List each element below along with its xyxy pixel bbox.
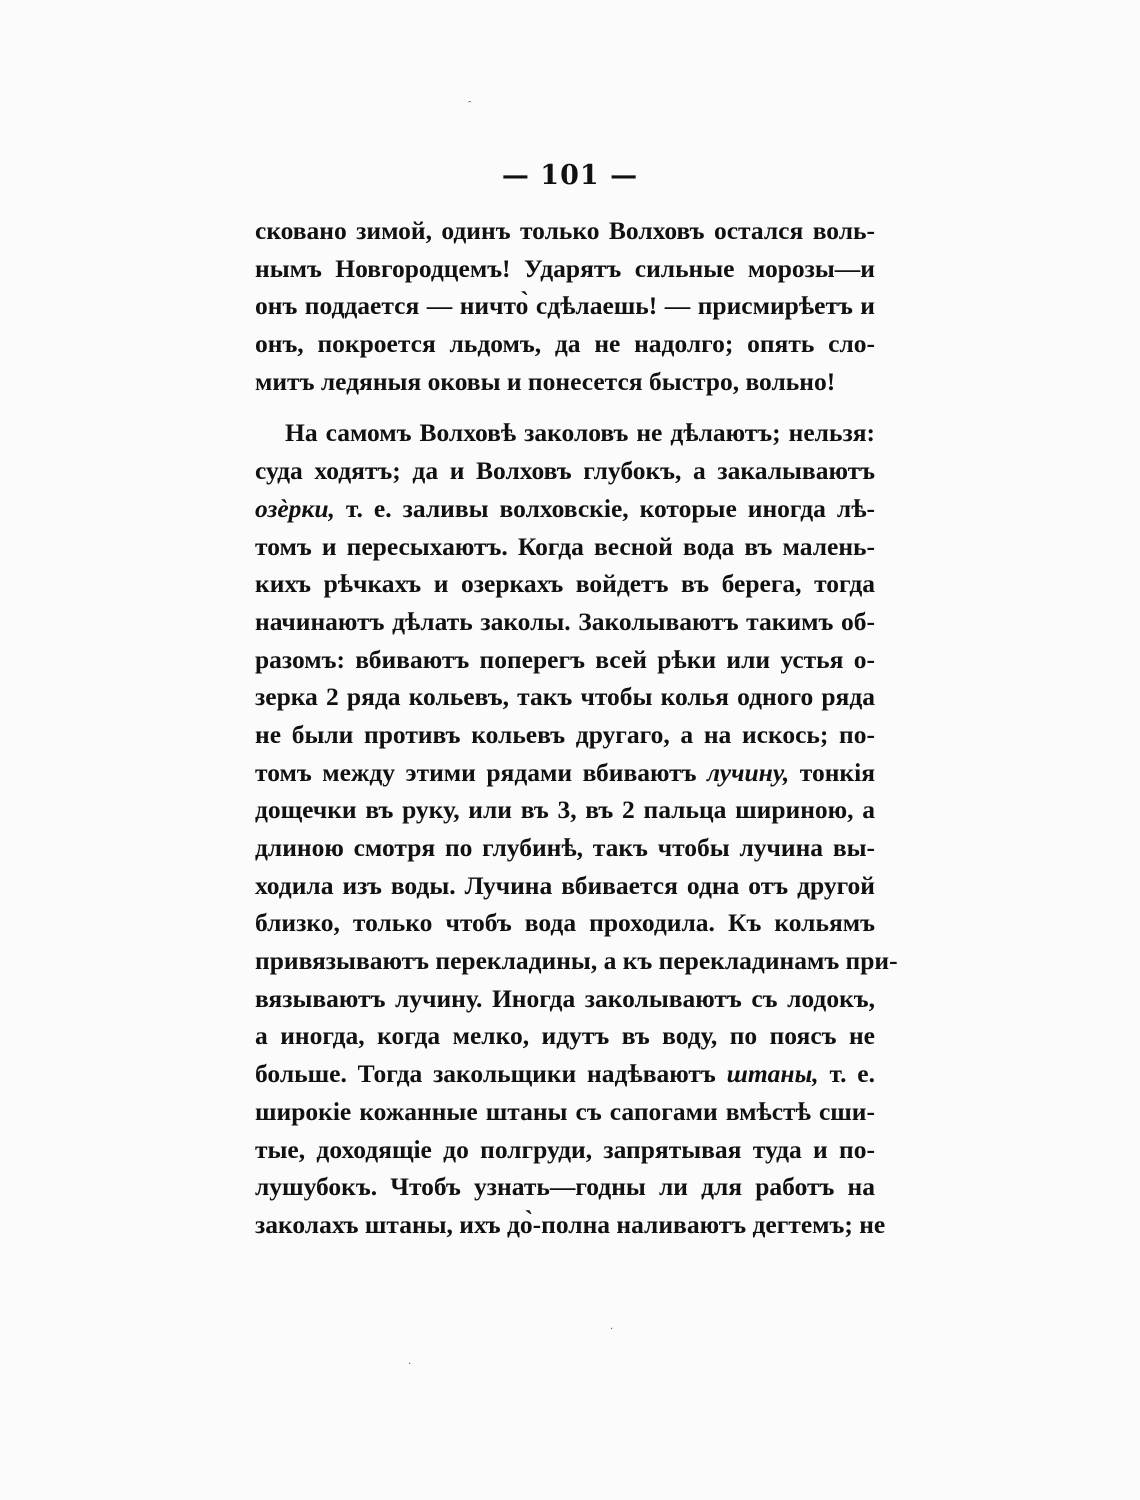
stray-ink-mark: ꞈ: [468, 92, 472, 103]
text-line: На самомъ Волховѣ заколовъ не дѣлаютъ; нельзя:: [285, 418, 875, 448]
text-run: больше. Тогда закольщики надѣваютъ: [255, 1059, 727, 1089]
text-line: онъ поддается — ничто̀ сдѣлаешь! — присмирѣетъ и: [255, 291, 875, 321]
text-line: суда ходятъ; да и Волховъ глубокъ, а закалываютъ: [255, 456, 875, 486]
text-run: т. е. заливы волховскіе, которые иногда лѣ-: [334, 493, 875, 523]
text-line: томъ и пересыхаютъ. Когда весной вода въ малень-: [255, 531, 875, 561]
paragraph-2: [255, 414, 898, 1243]
text-line: близко, только чтобъ вода проходила. Къ кольямъ: [255, 908, 875, 938]
body-text: [255, 212, 898, 1244]
text-line: заколахъ штаны, ихъ до̀-полна наливаютъ дегтемъ; не: [255, 1209, 886, 1239]
text-line: [255, 490, 875, 528]
text-line: тые, доходящіе до полгруди, запрятывая туда и по-: [255, 1134, 875, 1164]
italic-term: лучину,: [707, 757, 790, 787]
text-line: онъ, покроется льдомъ, да не надолго; опять сло-: [255, 329, 875, 359]
text-line: кихъ рѣчкахъ и озеркахъ войдетъ въ берега, тогда: [255, 569, 875, 599]
text-line: широкіе кожанные штаны съ сапогами вмѣстѣ сши-: [255, 1096, 875, 1126]
italic-term: озѐрки,: [255, 493, 335, 523]
text-run: т. е.: [818, 1059, 875, 1089]
text-line: зерка 2 ряда кольевъ, такъ чтобы колья одного ряда: [255, 682, 875, 712]
text-line: длиною смотря по глубинѣ, такъ чтобы лучина вы-: [255, 833, 875, 862]
italic-term: штаны,: [726, 1059, 819, 1089]
text-line: а иногда, когда мелко, идутъ въ воду, по поясъ не: [255, 1021, 875, 1051]
text-line: не были противъ кольевъ другаго, а на искось; по-: [255, 719, 875, 749]
text-run: тонкія: [789, 757, 875, 787]
text-line: нымъ Новгородцемъ! Ударятъ сильные морозы—и: [255, 253, 875, 283]
paragraph-gap: [255, 400, 875, 414]
text-line: начинаютъ дѣлать заколы. Заколываютъ такимъ об-: [255, 606, 875, 636]
text-line: дощечки въ руку, или въ 3, въ 2 пальца шириною, а: [255, 795, 875, 825]
text-line: привязываютъ перекладины, а къ перекладинамъ при-: [255, 946, 898, 976]
text-line: митъ ледяныя оковы и понесется быстро, вольно!: [255, 366, 836, 396]
text-line: [255, 1055, 875, 1093]
page-number: — 101 —: [501, 160, 639, 191]
paragraph-1: [255, 212, 875, 400]
text-line: ходила изъ воды. Лучина вбивается одна отъ другой: [255, 870, 875, 900]
text-line: [255, 754, 875, 792]
text-line: сковано зимой, одинъ только Волховъ остался воль-: [255, 216, 875, 245]
text-line: вязываютъ лучину. Иногда заколываютъ съ лодокъ,: [255, 983, 875, 1013]
text-run: томъ между этими рядами вбиваютъ: [255, 757, 708, 787]
text-line: разомъ: вбиваютъ поперегъ всей рѣки или устья о-: [255, 644, 875, 674]
stray-ink-dot: ·: [610, 1324, 614, 1335]
stray-ink-dot: ·: [408, 1359, 412, 1370]
text-line: лушубокъ. Чтобъ узнать—годны ли для работъ на: [255, 1172, 875, 1202]
